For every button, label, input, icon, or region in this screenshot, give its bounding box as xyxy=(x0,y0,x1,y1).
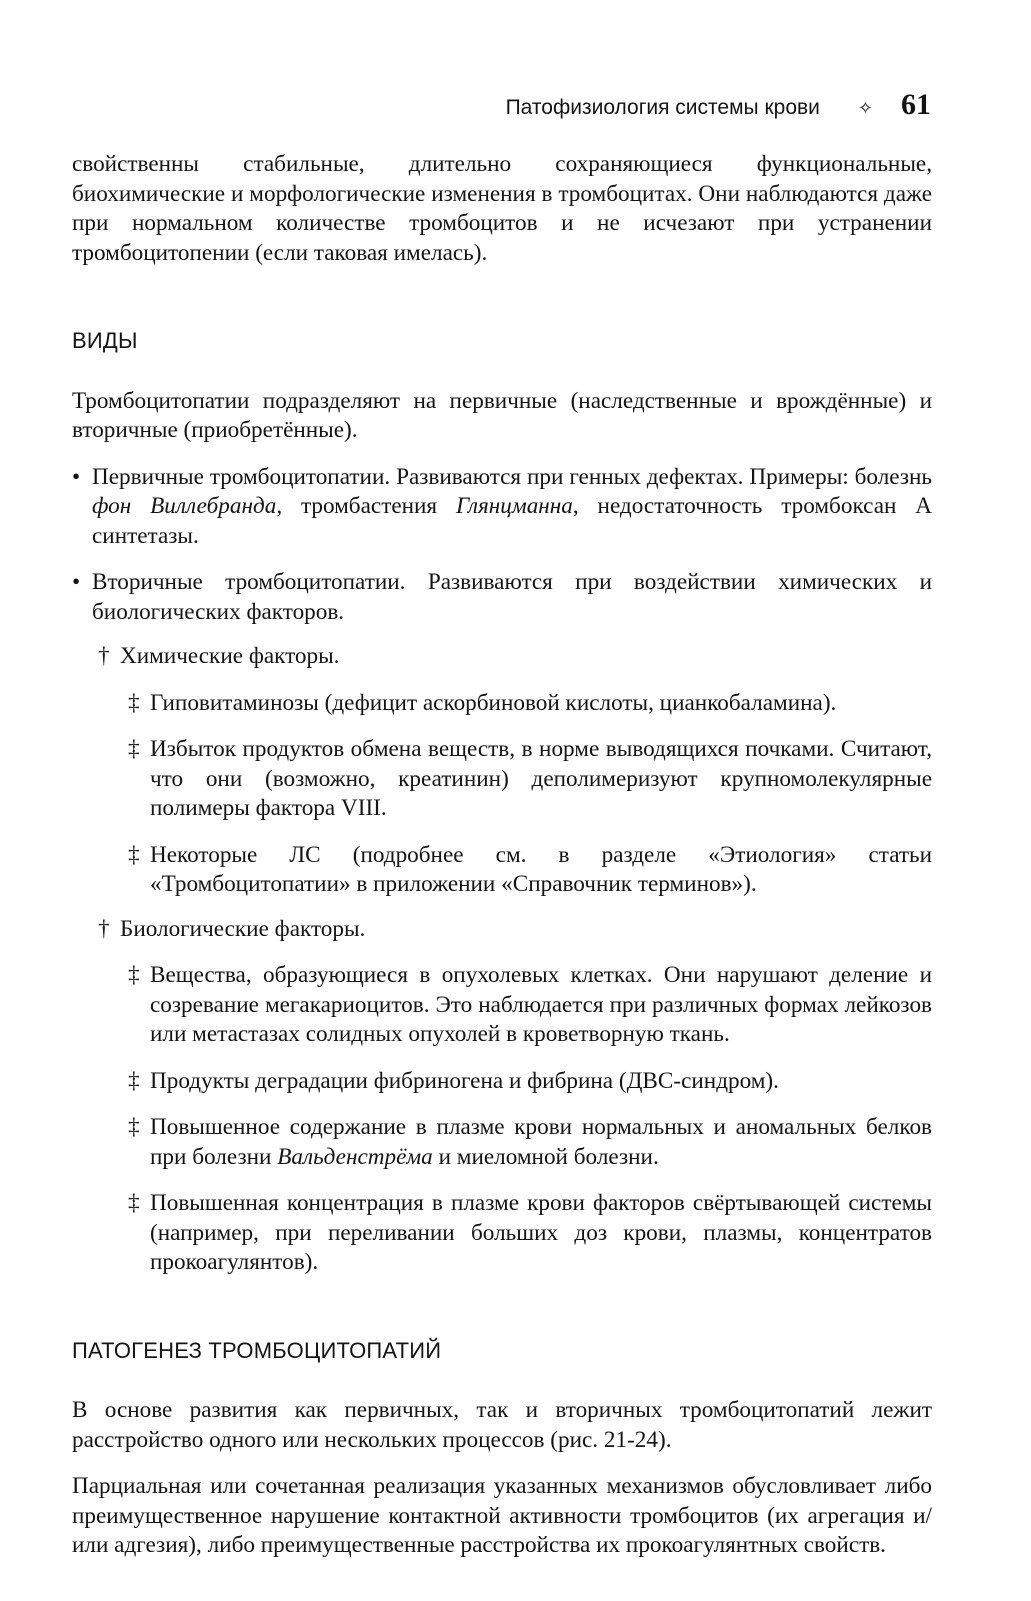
list-item-bio-2 xyxy=(72,1067,932,1097)
list-item-chem-3 xyxy=(72,841,932,900)
bullet-marker: • xyxy=(72,569,81,595)
biological-title: Биологические факторы. xyxy=(120,915,366,942)
double-dagger-marker: ‡ xyxy=(128,1190,140,1216)
bio-em-waldenstrom: Вальденстрёма xyxy=(277,1143,433,1170)
primary-text-tail: , недостаточность тромбоксан А синтетазы. xyxy=(92,493,932,549)
diamond-icon: ✧ xyxy=(857,98,873,119)
bullet-marker: • xyxy=(72,463,81,490)
bio-item-tail: и миеломной болезни. xyxy=(432,1143,659,1170)
bio-item-text: Продукты деградации фибриногена и фибрина (ДВС-синдром). xyxy=(150,1067,779,1094)
section-heading-vidy: ВИДЫ xyxy=(72,328,138,353)
list-item-secondary xyxy=(72,568,932,627)
page-number: 61 xyxy=(901,88,931,121)
double-dagger-marker: ‡ xyxy=(128,1114,140,1140)
running-head-title: Патофизиология системы крови xyxy=(505,96,820,119)
list-item-bio-4 xyxy=(72,1189,932,1278)
list-item-bio-3 xyxy=(72,1113,932,1172)
patogenez-paragraph-2: Парциальная или сочетанная реализация указанных механизмов обусловливает либо преимущественное нарушение контактной активности тромбоцитов (их агрегация и/или адгезия), либо преимущественные расстройства их прокоагулянтных свойств. xyxy=(72,1473,932,1558)
bio-item-lead: Повышенное содержание в плазме крови нормальных и аномальных белков при болезни xyxy=(150,1114,932,1170)
primary-text-mid: , тромбастения xyxy=(276,493,456,519)
double-dagger-marker: ‡ xyxy=(128,841,140,868)
primary-em-glanzmann: Глянцманна xyxy=(455,493,573,519)
double-dagger-marker: ‡ xyxy=(128,1067,140,1094)
list-item-biological xyxy=(72,915,932,945)
running-head xyxy=(506,88,931,122)
list-item-bio-1 xyxy=(72,961,932,1050)
bio-item-text: Вещества, образующиеся в опухолевых клетках. Они нарушают деление и созревание мегакариоцитов. Это наблюдается при различных формах лейкозов или метастазах солидных опухолей в кроветворную ткань. xyxy=(150,962,932,1047)
list-item-chem-2 xyxy=(72,735,932,824)
chem-item-text: Избыток продуктов обмена веществ, в норме выводящихся почками. Считают, что они (возможно, креатинин) деполимеризуют крупномолекулярные полимеры фактора VIII. xyxy=(150,736,932,821)
patogenez-paragraph-1: В основе развития как первичных, так и вторичных тромбоцитопатий лежит расстройство одного или нескольких процессов (рис. 21-24). xyxy=(72,1397,932,1453)
bio-item-text: Повышенная концентрация в плазме крови факторов свёртывающей системы (например, при переливании больших доз крови, плазмы, концентратов прокоагулянтов). xyxy=(150,1190,932,1275)
list-item-chem-1 xyxy=(72,689,932,719)
page-body xyxy=(72,150,932,1561)
double-dagger-marker: ‡ xyxy=(128,736,140,762)
chem-item-text: Некоторые ЛС (подробнее см. в разделе «Этиология» статьи «Тромбоцитопатии» в приложении «Справочник терминов»). xyxy=(150,841,932,897)
section-heading-patogenez: ПАТОГЕНЕЗ ТРОМБОЦИТОПАТИЙ xyxy=(72,1337,442,1363)
chem-item-text: Гиповитаминозы (дефицит аскорбиновой кислоты, цианкобаламина). xyxy=(150,689,837,716)
vidy-paragraph: Тромбоцитопатии подразделяют на первичные (наследственные и врождённые) и вторичные (приобретённые). xyxy=(72,387,932,443)
double-dagger-marker: ‡ xyxy=(128,962,140,988)
chemical-title: Химические факторы. xyxy=(120,643,340,669)
primary-em-willebrand: фон Виллебранда xyxy=(92,493,277,519)
dagger-marker: † xyxy=(98,643,110,669)
intro-paragraph: свойственны стабильные, длительно сохраняющиеся функциональные, биохимические и морфологические изменения в тромбоцитах. Они наблюдаются даже при нормальном количестве тромбоцитов и не исчезают при устранении тромбоцитопении (если таковая имелась). xyxy=(72,151,932,266)
secondary-text: Вторичные тромбоцитопатии. Развиваются при воздействии химических и биологических факторов. xyxy=(92,569,932,625)
list-item-chemical xyxy=(72,642,932,672)
double-dagger-marker: ‡ xyxy=(128,689,140,716)
primary-text-lead: Первичные тромбоцитопатии. Развиваются при генных дефектах. Примеры: болезнь xyxy=(92,463,932,490)
dagger-marker: † xyxy=(98,915,110,942)
list-item-primary xyxy=(72,463,932,552)
